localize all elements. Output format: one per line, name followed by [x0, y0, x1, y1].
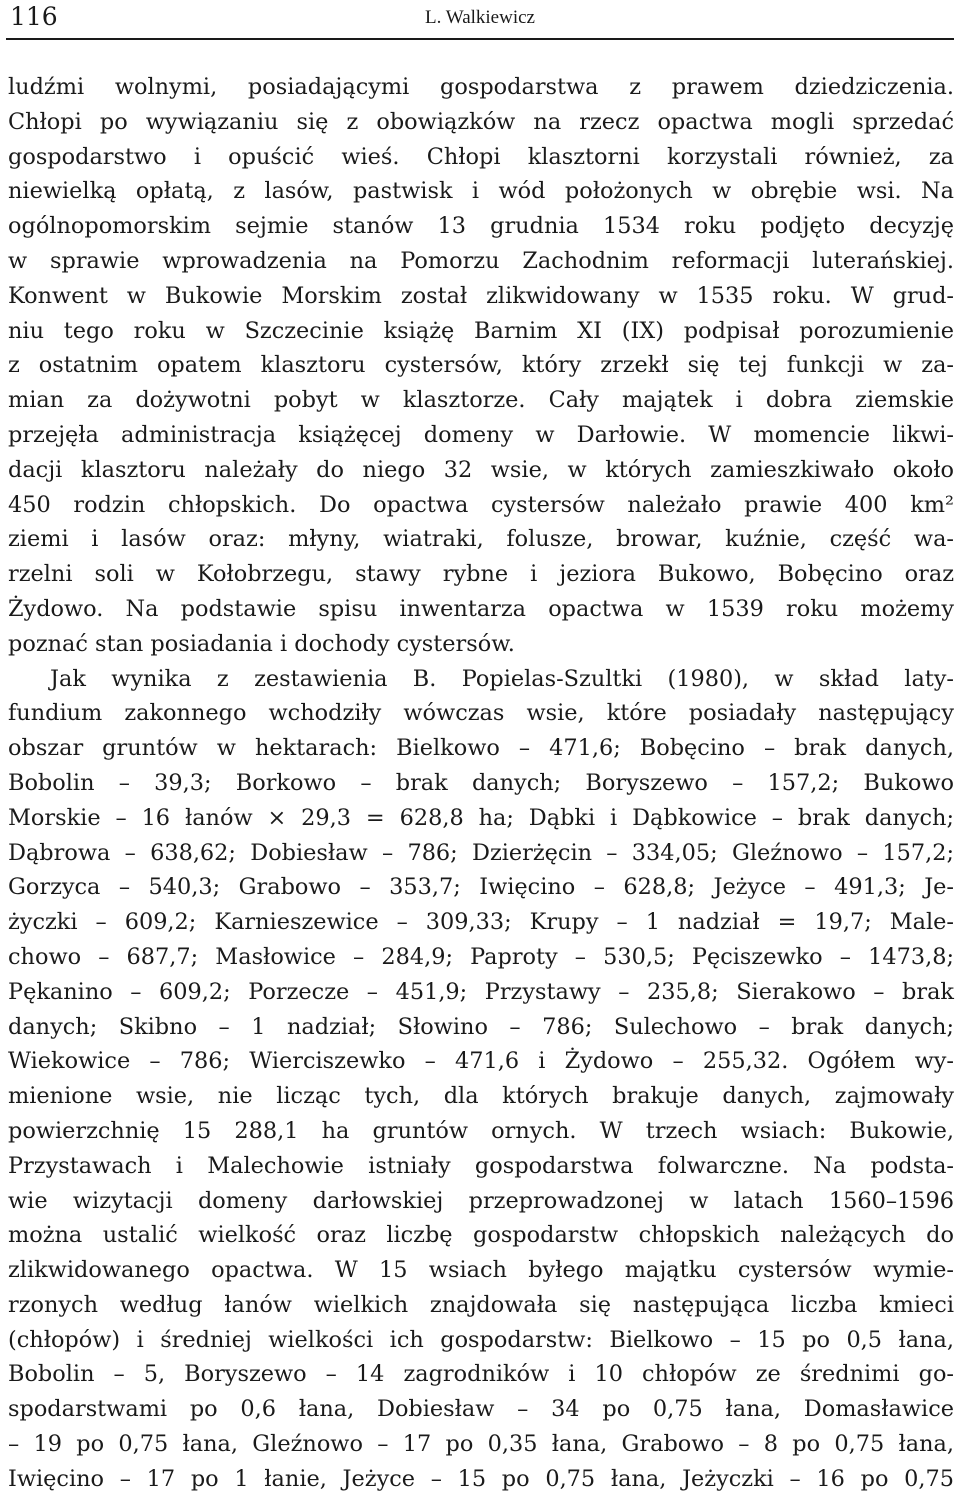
text-line: mian za dożywotni pobyt w klasztorze. Cały majątek i dobra ziemskie — [8, 387, 954, 414]
text-line: zlikwidowanego opactwa. W 15 wsiach byłego majątku cystersów wymie- — [8, 1257, 954, 1284]
page-header — [6, 0, 954, 40]
text-line: Żydowo. Na podstawie spisu inwentarza opactwa w 1539 roku możemy — [8, 595, 954, 622]
text-line: Pękanino – 609,2; Porzecze – 451,9; Przystawy – 235,8; Sierakowo – brak — [8, 978, 954, 1005]
text-line: dacji klasztoru należały do niego 32 wsie, w których zamieszkiwało około — [8, 456, 954, 483]
text-line: ziemi i lasów oraz: młyny, wiatraki, folusze, browar, kuźnie, część wa- — [8, 526, 954, 553]
text-line: spodarstwami po 0,6 łana, Dobiesław – 34 po 0,75 łana, Domasławice — [8, 1396, 954, 1423]
paragraph-first-line: Jak wynika z zestawienia B. Popielas-Szultki (1980), w skład laty- — [50, 665, 954, 692]
text-line: ogólnopomorskim sejmie stanów 13 grudnia 1534 roku podjęto decyzję — [8, 213, 954, 240]
text-line: gospodarstwo i opuścić wieś. Chłopi klasztorni korzystali również, za — [8, 143, 954, 170]
text-line: rzonych według łanów wielkich znajdowała się następująca liczba kmieci — [8, 1291, 954, 1318]
text-line: Przystawach i Malechowie istniały gospodarstwa folwarczne. Na podsta- — [8, 1152, 954, 1179]
text-line: powierzchnię 15 288,1 ha gruntów ornych. W trzech wsiach: Bukowie, — [8, 1117, 954, 1144]
text-line: można ustalić wielkość oraz liczbę gospodarstw chłopskich należących do — [8, 1222, 954, 1249]
text-line: niu tego roku w Szczecinie książę Barnim XI (IX) podpisał porozumienie — [8, 317, 954, 344]
text-line: przejęła administracja książęcej domeny w Darłowie. W momencie likwi- — [8, 421, 954, 448]
text-line: niewielką opłatą, z lasów, pastwisk i wód położonych w obrębie wsi. Na — [8, 178, 954, 205]
text-line: Gorzyca – 540,3; Grabowo – 353,7; Iwięcino – 628,8; Jeżyce – 491,3; Je- — [8, 874, 954, 901]
text-line: z ostatnim opatem klasztoru cystersów, który zrzekł się tej funkcji w za- — [8, 352, 954, 379]
text-line: Iwięcino – 17 po 1 łanie, Jeżyce – 15 po 0,75 łana, Jeżyczki – 16 po 0,75 — [8, 1465, 954, 1492]
text-line: obszar gruntów w hektarach: Bielkowo – 471,6; Bobęcino – brak danych, — [8, 735, 954, 762]
body-text — [8, 70, 954, 1497]
text-line: Dąbrowa – 638,62; Dobiesław – 786; Dzierżęcin – 334,05; Gleźnowo – 157,2; — [8, 839, 954, 866]
text-line: (chłopów) i średniej wielkości ich gospodarstw: Bielkowo – 15 po 0,5 łana, — [8, 1326, 954, 1353]
text-line: mienione wsie, nie licząc tych, dla których brakuje danych, zajmowały — [8, 1083, 954, 1110]
text-line: wie wizytacji domeny darłowskiej przeprowadzonej w latach 1560–1596 — [8, 1187, 954, 1214]
text-line: Bobolin – 5, Boryszewo – 14 zagrodników i 10 chłopów ze średnimi go- — [8, 1361, 954, 1388]
text-line: Morskie – 16 łanów × 29,3 = 628,8 ha; Dąbki i Dąbkowice – brak danych; — [8, 804, 954, 831]
paragraph-last-line: poznać stan posiadania i dochody cystersów. — [8, 630, 515, 657]
text-line: 450 rodzin chłopskich. Do opactwa cystersów należało prawie 400 km² — [8, 491, 954, 518]
text-line: rzelni soli w Kołobrzegu, stawy rybne i jeziora Bukowo, Bobęcino oraz — [8, 561, 954, 588]
text-line: w sprawie wprowadzenia na Pomorzu Zachodnim reformacji luterańskiej. — [8, 247, 954, 274]
text-line: życzki – 609,2; Karnieszewice – 309,33; Krupy – 1 nadział = 19,7; Male- — [8, 909, 954, 936]
text-line: Chłopi po wywiązaniu się z obowiązków na rzecz opactwa mogli sprzedać — [8, 108, 954, 135]
running-head-author: L. Walkiewicz — [425, 7, 535, 28]
text-line: ludźmi wolnymi, posiadającymi gospodarstwa z prawem dziedziczenia. — [8, 74, 954, 100]
text-line: – 19 po 0,75 łana, Gleźnowo – 17 po 0,35 łana, Grabowo – 8 po 0,75 łana, — [8, 1431, 954, 1458]
text-line: Bobolin – 39,3; Borkowo – brak danych; Boryszewo – 157,2; Bukowo — [8, 769, 954, 796]
text-line: fundium zakonnego wchodziły wówczas wsie, które posiadały następujący — [8, 700, 954, 727]
text-line: danych; Skibno – 1 nadział; Słowino – 786; Sulechowo – brak danych; — [8, 1013, 954, 1040]
page-number: 116 — [10, 2, 58, 31]
text-line: chowo – 687,7; Masłowice – 284,9; Paproty – 530,5; Pęciszewko – 1473,8; — [8, 943, 954, 970]
text-line: Wiekowice – 786; Wierciszewko – 471,6 i Żydowo – 255,32. Ogółem wy- — [8, 1048, 954, 1075]
text-line: Konwent w Bukowie Morskim został zlikwidowany w 1535 roku. W grud- — [8, 282, 954, 309]
